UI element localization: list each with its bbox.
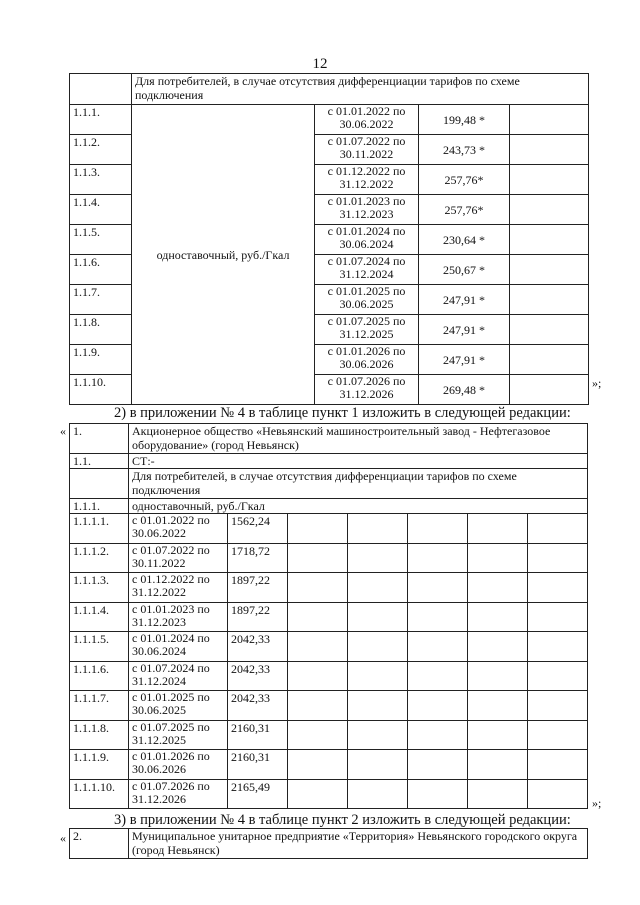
table2-row1-num: 1.: [70, 424, 129, 454]
empty-cell: [408, 691, 468, 721]
period-cell: с 01.07.2022 по 30.11.2022: [129, 543, 228, 573]
empty-cell: [408, 720, 468, 750]
row-number: 1.1.1.10.: [70, 779, 129, 809]
empty-cell: [528, 543, 588, 573]
table3-org-name: Муниципальное унитарное предприятие «Территория» Невьянского городского округа (город Невьянск): [129, 829, 588, 859]
empty-cell: [528, 514, 588, 544]
value-cell: 2042,33: [228, 691, 288, 721]
value-cell: 2042,33: [228, 661, 288, 691]
empty-cell: [510, 195, 589, 225]
tariff-table-2: [69, 423, 588, 809]
empty-cell: [468, 514, 528, 544]
value-cell: 243,73 *: [419, 135, 510, 165]
empty-cell: [528, 661, 588, 691]
table-row: [70, 514, 588, 544]
table3-num: 2.: [70, 829, 129, 859]
value-cell: 2165,49: [228, 779, 288, 809]
empty-cell: [468, 691, 528, 721]
value-cell: 247,91 *: [419, 345, 510, 375]
value-cell: 1897,22: [228, 573, 288, 603]
value-cell: 269,48 *: [419, 375, 510, 405]
empty-cell: [288, 602, 348, 632]
table-row: [70, 661, 588, 691]
value-cell: 230,64 *: [419, 225, 510, 255]
period-cell: с 01.01.2025 по 30.06.2025: [129, 691, 228, 721]
row-number: 1.1.9.: [70, 345, 132, 375]
value-cell: 1897,22: [228, 602, 288, 632]
empty-cell: [348, 543, 408, 573]
paragraph-3: 3) в приложении № 4 в таблице пункт 2 изложить в следующей редакции:: [114, 812, 571, 828]
empty-cell: [468, 632, 528, 662]
row-number: 1.1.5.: [70, 225, 132, 255]
empty-cell: [528, 691, 588, 721]
row-number: 1.1.1.6.: [70, 661, 129, 691]
row-number: 1.1.1.5.: [70, 632, 129, 662]
tariff-table-3: [69, 828, 588, 859]
table-row: [70, 720, 588, 750]
row-number: 1.1.1.7.: [70, 691, 129, 721]
empty-cell: [528, 602, 588, 632]
empty-cell: [510, 105, 589, 135]
empty-cell: [510, 315, 589, 345]
period-cell: с 01.07.2024 по 31.12.2024: [129, 661, 228, 691]
period-cell: с 01.07.2022 по 30.11.2022: [315, 135, 419, 165]
period-cell: с 01.01.2023 по 31.12.2023: [315, 195, 419, 225]
table2-rate-label: одноставочный, руб./Гкал: [129, 499, 588, 514]
empty-cell: [468, 750, 528, 780]
page-number: 12: [312, 56, 328, 72]
empty-cell: [510, 255, 589, 285]
period-cell: с 01.01.2026 по 30.06.2026: [315, 345, 419, 375]
empty-cell: [288, 661, 348, 691]
empty-cell: [528, 750, 588, 780]
empty-cell: [288, 720, 348, 750]
period-cell: с 01.07.2026 по 31.12.2026: [129, 779, 228, 809]
period-cell: с 01.01.2026 по 30.06.2026: [129, 750, 228, 780]
empty-cell: [288, 779, 348, 809]
period-cell: с 01.07.2024 по 31.12.2024: [315, 255, 419, 285]
empty-cell: [288, 543, 348, 573]
table3-open-mark: «: [60, 831, 66, 845]
table2-ct: СТ:-: [129, 454, 588, 469]
empty-cell: [468, 779, 528, 809]
empty-cell: [288, 514, 348, 544]
empty-cell: [408, 602, 468, 632]
empty-cell: [348, 602, 408, 632]
row-number: 1.1.1.: [70, 105, 132, 135]
empty-cell: [288, 573, 348, 603]
tariff-table-1: [69, 73, 589, 405]
paragraph-2: 2) в приложении № 4 в таблице пункт 1 изложить в следующей редакции:: [114, 405, 571, 421]
empty-cell: [408, 750, 468, 780]
row-number: 1.1.8.: [70, 315, 132, 345]
period-cell: с 01.07.2025 по 31.12.2025: [315, 315, 419, 345]
row-number: 1.1.2.: [70, 135, 132, 165]
empty-cell: [468, 661, 528, 691]
empty-cell: [408, 779, 468, 809]
empty-cell: [528, 573, 588, 603]
value-cell: 247,91 *: [419, 285, 510, 315]
empty-cell: [348, 779, 408, 809]
empty-cell: [348, 691, 408, 721]
empty-cell: [528, 779, 588, 809]
table1-empty-cell: [70, 74, 132, 105]
empty-cell: [288, 691, 348, 721]
period-cell: с 01.01.2025 по 30.06.2025: [315, 285, 419, 315]
period-cell: с 01.01.2022 по 30.06.2022: [315, 105, 419, 135]
empty-cell: [468, 543, 528, 573]
value-cell: 257,76*: [419, 195, 510, 225]
empty-cell: [288, 750, 348, 780]
value-cell: 2042,33: [228, 632, 288, 662]
table2-open-mark: «: [60, 424, 66, 438]
empty-cell: [348, 573, 408, 603]
table-row: [70, 632, 588, 662]
period-cell: с 01.01.2023 по 31.12.2023: [129, 602, 228, 632]
table-row: [70, 543, 588, 573]
empty-cell: [510, 285, 589, 315]
value-cell: 2160,31: [228, 720, 288, 750]
empty-cell: [510, 375, 589, 405]
empty-cell: [510, 345, 589, 375]
table-row: [70, 779, 588, 809]
table-row: [70, 750, 588, 780]
value-cell: 247,91 *: [419, 315, 510, 345]
table1-header: Для потребителей, в случае отсутствия дифференциации тарифов по схеме подключения: [132, 74, 589, 105]
empty-cell: [348, 514, 408, 544]
table2-row2-num: 1.1.: [70, 454, 129, 469]
row-number: 1.1.4.: [70, 195, 132, 225]
empty-cell: [408, 543, 468, 573]
empty-cell: [408, 573, 468, 603]
empty-cell: [348, 661, 408, 691]
table-row: [70, 602, 588, 632]
empty-cell: [348, 632, 408, 662]
period-cell: с 01.07.2026 по 31.12.2026: [315, 375, 419, 405]
table2-consumers: Для потребителей, в случае отсутствия дифференциации тарифов по схеме подключения: [129, 469, 588, 499]
value-cell: 1718,72: [228, 543, 288, 573]
row-number: 1.1.1.1.: [70, 514, 129, 544]
empty-cell: [528, 720, 588, 750]
merged-rate-label: одноставочный, руб./Гкал: [132, 105, 315, 405]
table2-close-mark: »;: [592, 796, 602, 810]
table2-row4-num: 1.1.1.: [70, 499, 129, 514]
empty-cell: [528, 632, 588, 662]
period-cell: с 01.01.2024 по 30.06.2024: [315, 225, 419, 255]
row-number: 1.1.6.: [70, 255, 132, 285]
row-number: 1.1.3.: [70, 165, 132, 195]
row-number: 1.1.1.2.: [70, 543, 129, 573]
row-number: 1.1.1.8.: [70, 720, 129, 750]
empty-cell: [510, 135, 589, 165]
table1-close-mark: »;: [592, 376, 602, 390]
value-cell: 2160,31: [228, 750, 288, 780]
value-cell: 1562,24: [228, 514, 288, 544]
row-number: 1.1.1.3.: [70, 573, 129, 603]
period-cell: с 01.07.2025 по 31.12.2025: [129, 720, 228, 750]
table2-org-name: Акционерное общество «Невьянский машиностроительный завод - Нефтегазовое оборудование» (город Невьянск): [129, 424, 588, 454]
value-cell: 250,67 *: [419, 255, 510, 285]
period-cell: с 01.12.2022 по 31.12.2022: [129, 573, 228, 603]
empty-cell: [348, 750, 408, 780]
empty-cell: [468, 573, 528, 603]
empty-cell: [408, 514, 468, 544]
empty-cell: [510, 225, 589, 255]
table-row: [70, 691, 588, 721]
period-cell: с 01.01.2024 по 30.06.2024: [129, 632, 228, 662]
table2-row3-num: [70, 469, 129, 499]
row-number: 1.1.1.4.: [70, 602, 129, 632]
table-row: [70, 105, 589, 135]
table-row: [70, 573, 588, 603]
empty-cell: [408, 632, 468, 662]
value-cell: 199,48 *: [419, 105, 510, 135]
empty-cell: [348, 720, 408, 750]
empty-cell: [288, 632, 348, 662]
row-number: 1.1.7.: [70, 285, 132, 315]
period-cell: с 01.12.2022 по 31.12.2022: [315, 165, 419, 195]
empty-cell: [510, 165, 589, 195]
empty-cell: [468, 602, 528, 632]
value-cell: 257,76*: [419, 165, 510, 195]
row-number: 1.1.10.: [70, 375, 132, 405]
empty-cell: [408, 661, 468, 691]
empty-cell: [468, 720, 528, 750]
row-number: 1.1.1.9.: [70, 750, 129, 780]
period-cell: с 01.01.2022 по 30.06.2022: [129, 514, 228, 544]
